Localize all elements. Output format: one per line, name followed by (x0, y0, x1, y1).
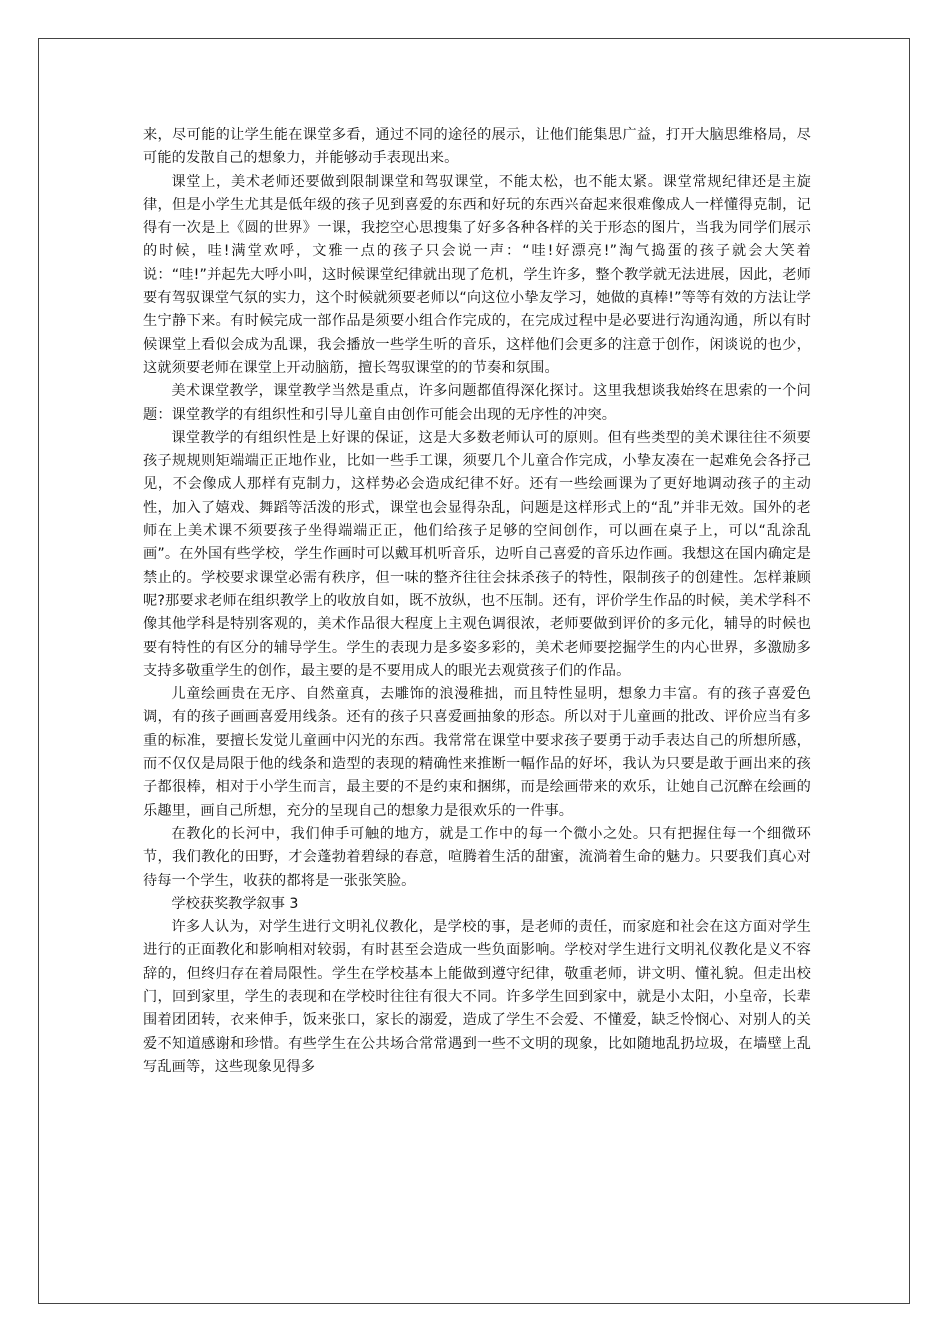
paragraph: 许多人认为，对学生进行文明礼仪教化，是学校的事，是老师的责任，而家庭和社会在这方面对学生进行的正面教化和影响相对较弱，有时甚至会造成一些负面影响。学校对学生进行文明礼仪教化是义不容辞的，但终归存在着局限性。学生在学校基本上能做到遵守纪律，敬重老师，讲文明、懂礼貌。但走出校门，回到家里，学生的表现和在学校时往往有很大不同。许多学生回到家中，就是小太阳，小皇帝，长辈围着团团转，衣来伸手，饭来张口，家长的溺爱，造成了学生不会爱、不懂爱，缺乏怜悯心、对别人的关爱不知道感谢和珍惜。有些学生在公共场合常常遇到一些不文明的现象，比如随地乱扔垃圾，在墙壁上乱写乱画等，这些现象见得多 (143, 919, 811, 1075)
paragraph: 来，尽可能的让学生能在课堂多看，通过不同的途径的展示，让他们能集思广益，打开大脑思维格局，尽可能的发散自己的想象力，并能够动手表现出来。 (143, 127, 811, 167)
paragraph: 在教化的长河中，我们伸手可触的地方，就是工作中的每一个微小之处。只有把握住每一个细微环节，我们教化的田野，才会蓬勃着碧绿的春意，喧腾着生活的甜蜜，流淌着生命的魅力。只要我们真心对待每一个学生，收获的都将是一张张笑脸。 (143, 825, 811, 889)
paragraph: 儿童绘画贵在无序、自然童真，去雕饰的浪漫稚拙，而且特性显明，想象力丰富。有的孩子喜爱色调，有的孩子画画喜爱用线条。还有的孩子只喜爱画抽象的形态。所以对于儿童画的批改、评价应当有多重的标准，要擅长发觉儿童画中闪光的东西。我常常在课堂中要求孩子要勇于动手表达自己的所想所感，而不仅仅是局限于他的线条和造型的表现的精确性来推断一幅作品的好坏，我认为只要是敢于画出来的孩子都很棒，相对于小学生而言，最主要的不是约束和捆绑，而是绘画带来的欢乐，让她自己沉醉在绘画的乐趣里，画自己所想，充分的呈现自己的想象力是很欢乐的一件事。 (143, 686, 811, 819)
document-body (143, 124, 811, 1079)
section-heading: 学校获奖教学叙事 3 (171, 895, 299, 912)
paragraph: 课堂教学的有组织性是上好课的保证，这是大多数老师认可的原则。但有些类型的美术课往往不须要孩子规规则矩端端正正地作业，比如一些手工课，须要几个儿童合作完成，小挚友凑在一起难免会各抒己见，不会像成人那样有克制力，这样势必会造成纪律不好。还有一些绘画课为了更好地调动孩子的主动性，加入了嬉戏、舞蹈等活泼的形式，课堂也会显得杂乱，问题是这样形式上的“乱”并非无效。国外的老师在上美术课不须要孩子坐得端端正正，他们给孩子足够的空间创作，可以画在桌子上，可以“乱涂乱画”。在外国有些学校，学生作画时可以戴耳机听音乐，边听自己喜爱的音乐边作画。我想这在国内确定是禁止的。学校要求课堂必需有秩序，但一味的整齐往往会抹杀孩子的特性，限制孩子的创建性。怎样兼顾呢?那要求老师在组织教学上的收放自如，既不放纵，也不压制。还有，评价学生作品的时候，美术学科不像其他学科是特别客观的，美术作品很大程度上主观色调很浓，老师要做到评价的多元化，辅导的时候也要有特性的有区分的辅导学生。学生的表现力是多姿多彩的，美术老师要挖掘学生的内心世界，多激励多支持多敬重学生的创作，最主要的是不要用成人的眼光去观赏孩子们的作品。 (143, 429, 811, 679)
paragraph: 美术课堂教学，课堂教学当然是重点，许多问题都值得深化探讨。这里我想谈我始终在思索的一个问题：课堂教学的有组织性和引导儿童自由创作可能会出现的无序性的冲突。 (143, 383, 811, 423)
paragraph: 课堂上，美术老师还要做到限制课堂和驾驭课堂，不能太松，也不能太紧。课堂常规纪律还是主旋律，但是小学生尤其是低年级的孩子见到喜爱的东西和好玩的东西兴奋起来很难像成人一样懂得克制，记得有一次是上《圆的世界》一课，我挖空心思搜集了好多各种各样的关于形态的图片，当我为同学们展示的时候，哇!满堂欢呼，文雅一点的孩子只会说一声：“哇!好漂亮!”淘气捣蛋的孩子就会大笑着说：“哇!”并起先大呼小叫，这时候课堂纪律就出现了危机，学生许多，整个教学就无法进展，因此，老师要有驾驭课堂气氛的实力，这个时候就须要老师以“向这位小挚友学习，她做的真棒!”等等有效的方法让学生宁静下来。有时候完成一部作品是须要小组合作完成的，在完成过程中是必要进行沟通沟通，所以有时候课堂上看似会成为乱课，我会播放一些学生听的音乐，这样他们会更多的注意于创作，闲谈说的也少，这就须要老师在课堂上开动脑筋，擅长驾驭课堂的的节奏和氛围。 (143, 173, 811, 376)
